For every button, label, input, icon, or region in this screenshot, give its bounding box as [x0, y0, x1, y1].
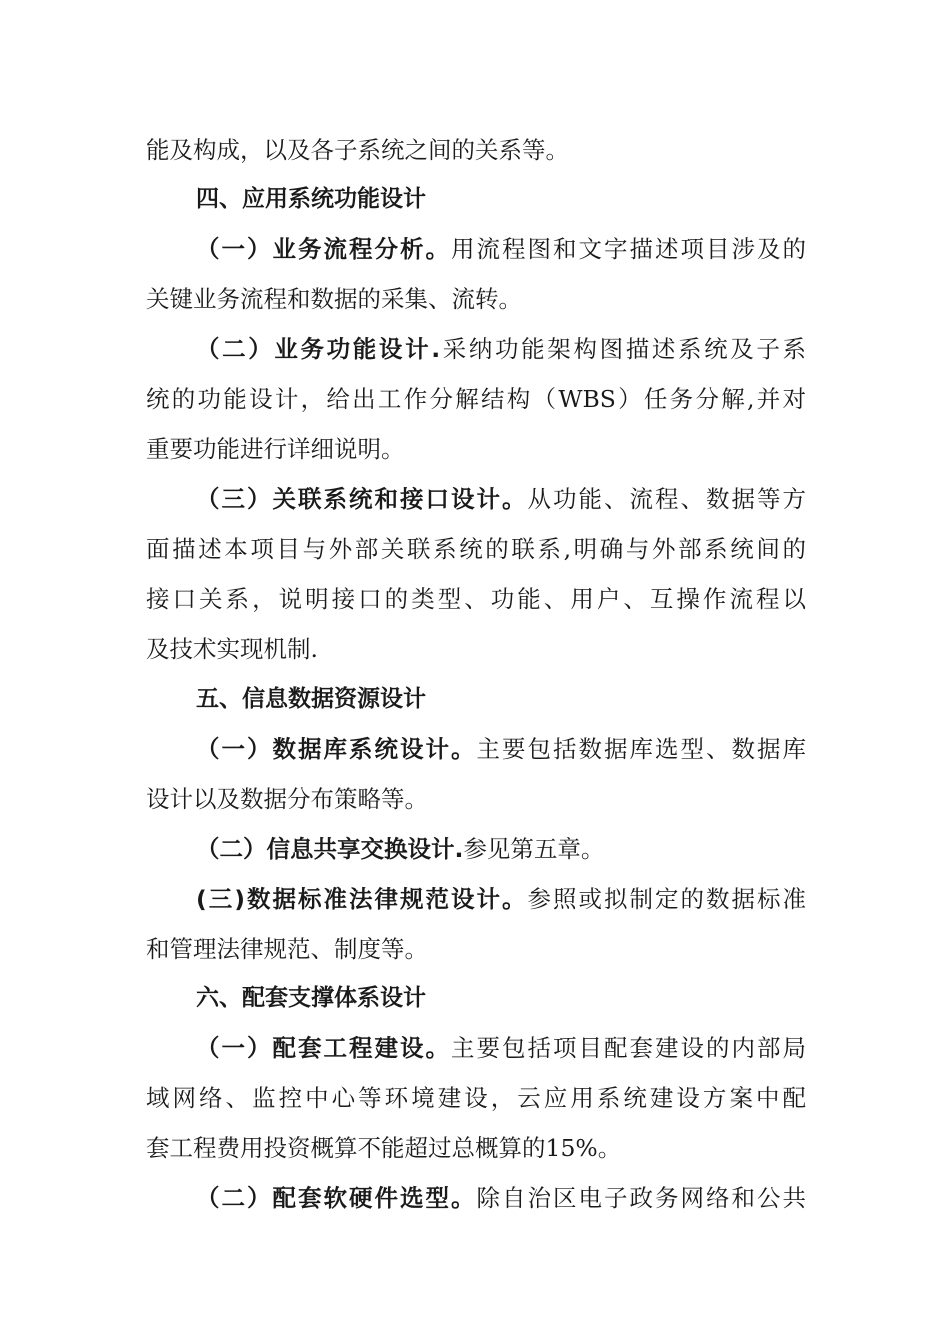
paragraph-line — [146, 379, 806, 419]
paragraph-line — [146, 579, 806, 619]
heading-text: 四、应用系统功能设计 — [196, 186, 426, 212]
body-text: 域网络、监控中心等环境建设，云应用系统建设方案中配 — [146, 1084, 806, 1112]
subsection-title: （二）配套软硬件选型。 — [196, 1184, 477, 1212]
paragraph-line — [146, 279, 806, 319]
body-text: 主要包括项目配套建设的内部局 — [451, 1034, 806, 1062]
paragraph-line — [196, 229, 806, 269]
paragraph-line — [196, 879, 806, 919]
body-text: 参见第五章。 — [463, 835, 605, 863]
section-heading-5 — [196, 679, 806, 719]
body-text: 关键业务流程和数据的采集、流转。 — [146, 285, 522, 313]
paragraph-line — [146, 629, 806, 669]
subsection-title: （二）信息共享交换设计. — [196, 835, 464, 863]
body-text: 和管理法律规范、制度等。 — [146, 935, 428, 963]
body-text: 能及构成，以及各子系统之间的关系等。 — [146, 136, 569, 164]
paragraph-line — [196, 479, 806, 519]
body-text: 接口关系，说明接口的类型、功能、用户、互操作流程以 — [146, 585, 806, 613]
body-text: 重要功能进行详细说明。 — [146, 435, 405, 463]
body-text: 从功能、流程、数据等方 — [527, 485, 806, 513]
paragraph-line — [146, 1128, 806, 1168]
body-text: 参照或拟制定的数据标准 — [527, 885, 806, 913]
paragraph-line — [146, 779, 806, 819]
subsection-title: （一）数据库系统设计。 — [196, 735, 477, 763]
paragraph-line — [196, 729, 806, 769]
paragraph-line — [196, 1028, 806, 1068]
paragraph-line — [146, 529, 806, 569]
subsection-title: （二）业务功能设计. — [196, 335, 441, 363]
section-heading-4 — [196, 179, 806, 219]
heading-text: 六、配套支撑体系设计 — [196, 985, 426, 1011]
body-text: 除自治区电子政务网络和公共 — [476, 1184, 806, 1212]
body-text: 套工程费用投资概算不能超过总概算的15%。 — [146, 1134, 622, 1162]
body-text: 设计以及数据分布策略等。 — [146, 785, 428, 813]
body-text: 采纳功能架构图描述系统及子系 — [440, 335, 806, 363]
section-heading-6 — [196, 978, 806, 1018]
body-text: 用流程图和文字描述项目涉及的 — [451, 235, 806, 263]
paragraph-line — [146, 130, 806, 170]
body-text: 主要包括数据库选型、数据库 — [476, 735, 806, 763]
subsection-title: （三）关联系统和接口设计。 — [196, 485, 528, 513]
heading-text: 五、信息数据资源设计 — [196, 686, 426, 712]
body-text: 面描述本项目与外部关联系统的联系,明确与外部系统间的 — [146, 535, 806, 563]
subsection-title: （一）业务流程分析。 — [196, 235, 451, 263]
paragraph-line — [146, 929, 806, 969]
body-text: 及技术实现机制. — [146, 635, 318, 663]
subsection-title: （一）配套工程建设。 — [196, 1034, 451, 1062]
paragraph-line — [196, 329, 806, 369]
paragraph-line — [146, 429, 806, 469]
body-text: 统的功能设计，给出工作分解结构（WBS）任务分解,并对 — [146, 385, 806, 413]
subsection-title: (三)数据标准法律规范设计。 — [196, 885, 528, 913]
paragraph-line — [196, 829, 806, 869]
paragraph-line — [146, 1078, 806, 1118]
paragraph-line — [196, 1178, 806, 1218]
